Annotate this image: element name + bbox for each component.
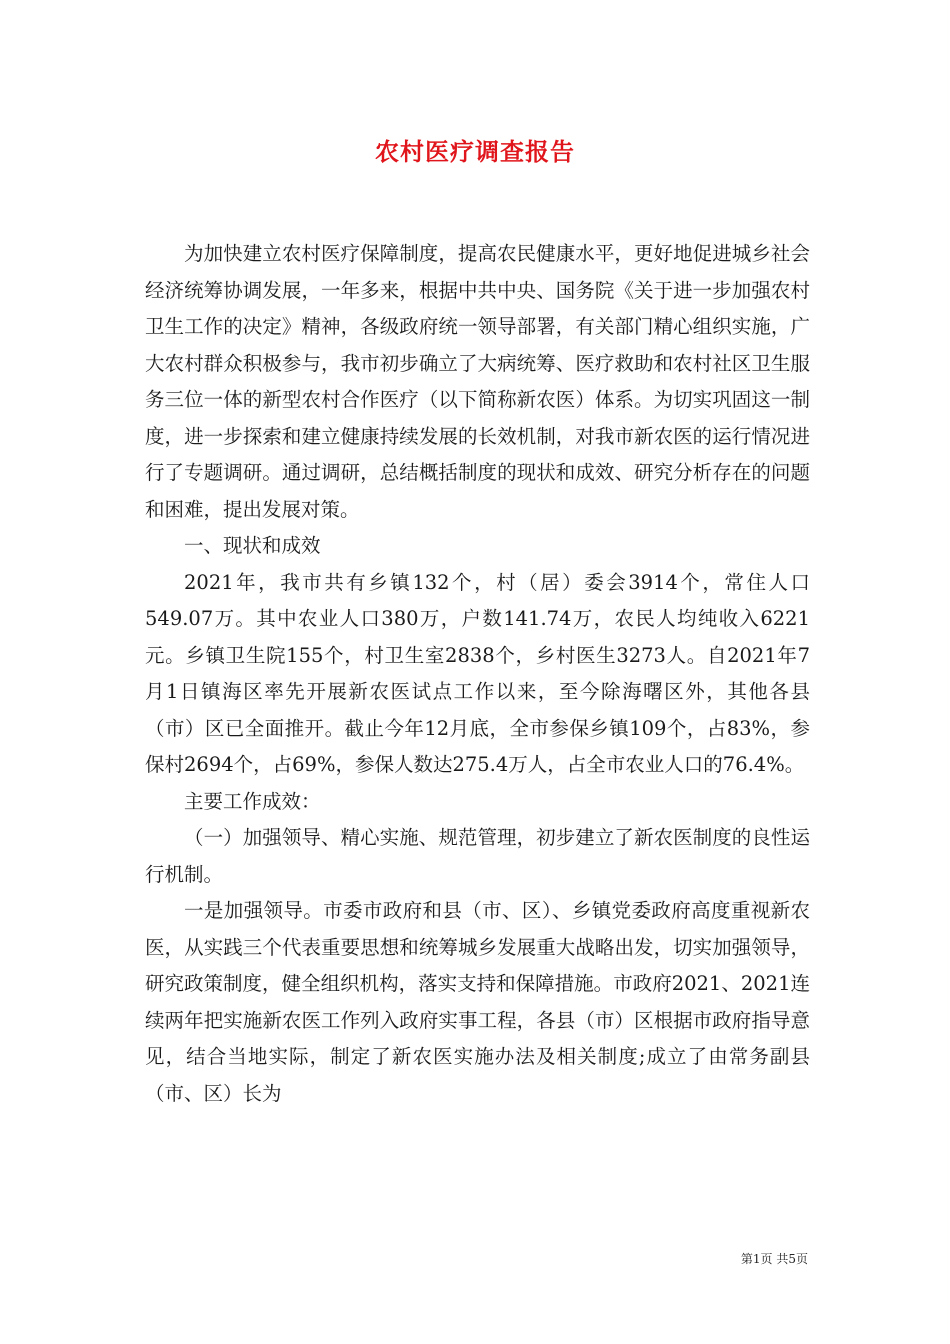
paragraph-intro: 为加快建立农村医疗保障制度，提高农民健康水平，更好地促进城乡社会经济统筹协调发展，一年多来，根据中共中央、国务院《关于进一步加强农村卫生工作的决定》精神，各级政府统一领导部署，有关部门精心组织实施，广大农村群众积极参与，我市初步确立了大病统筹、医疗救助和农村社区卫生服务三位一体的新型农村合作医疗（以下简称新农医）体系。为切实巩固这一制度，进一步探索和建立健康持续发展的长效机制，对我市新农医的运行情况进行了专题调研。通过调研，总结概括制度的现状和成效、研究分析存在的问题和困难，提出发展对策。: [145, 242, 810, 521]
paragraph-statistics: 2021年，我市共有乡镇132个，村（居）委会3914个，常住人口549.07万。其中农业人口380万，户数141.74万，农民人均纯收入6221元。乡镇卫生院155个，村卫生室2838个，乡村医生3273人。自2021年7月1日镇海区率先开展新农医试点工作以来，至今除海曙区外，其他各县（市）区已全面推开。截止今年12月底，全市参保乡镇109个，占83%，参保村2694个，占69%，参保人数达275.4万人，占全市农业人口的76.4%。: [145, 570, 810, 776]
paragraph-achievements-heading: 主要工作成效：: [184, 789, 321, 813]
paragraph-subsection-1: （一）加强领导、精心实施、规范管理，初步建立了新农医制度的良性运行机制。: [145, 826, 810, 886]
document-title: 农村医疗调查报告: [375, 137, 575, 166]
document-body: [145, 236, 810, 1112]
section-heading: 一、现状和成效: [184, 534, 321, 557]
page-number: 第1页 共5页: [740, 1252, 808, 1266]
paragraph-leadership: 一是加强领导。市委市政府和县（市、区）、乡镇党委政府高度重视新农医，从实践三个代表重要思想和统筹城乡发展重大战略出发，切实加强领导，研究政策制度，健全组织机构，落实支持和保障措施。市政府2021、2021连续两年把实施新农医工作列入政府实事工程，各县（市）区根据市政府指导意见，结合当地实际，制定了新农医实施办法及相关制度;成立了由常务副县（市、区）长为: [145, 899, 810, 1105]
